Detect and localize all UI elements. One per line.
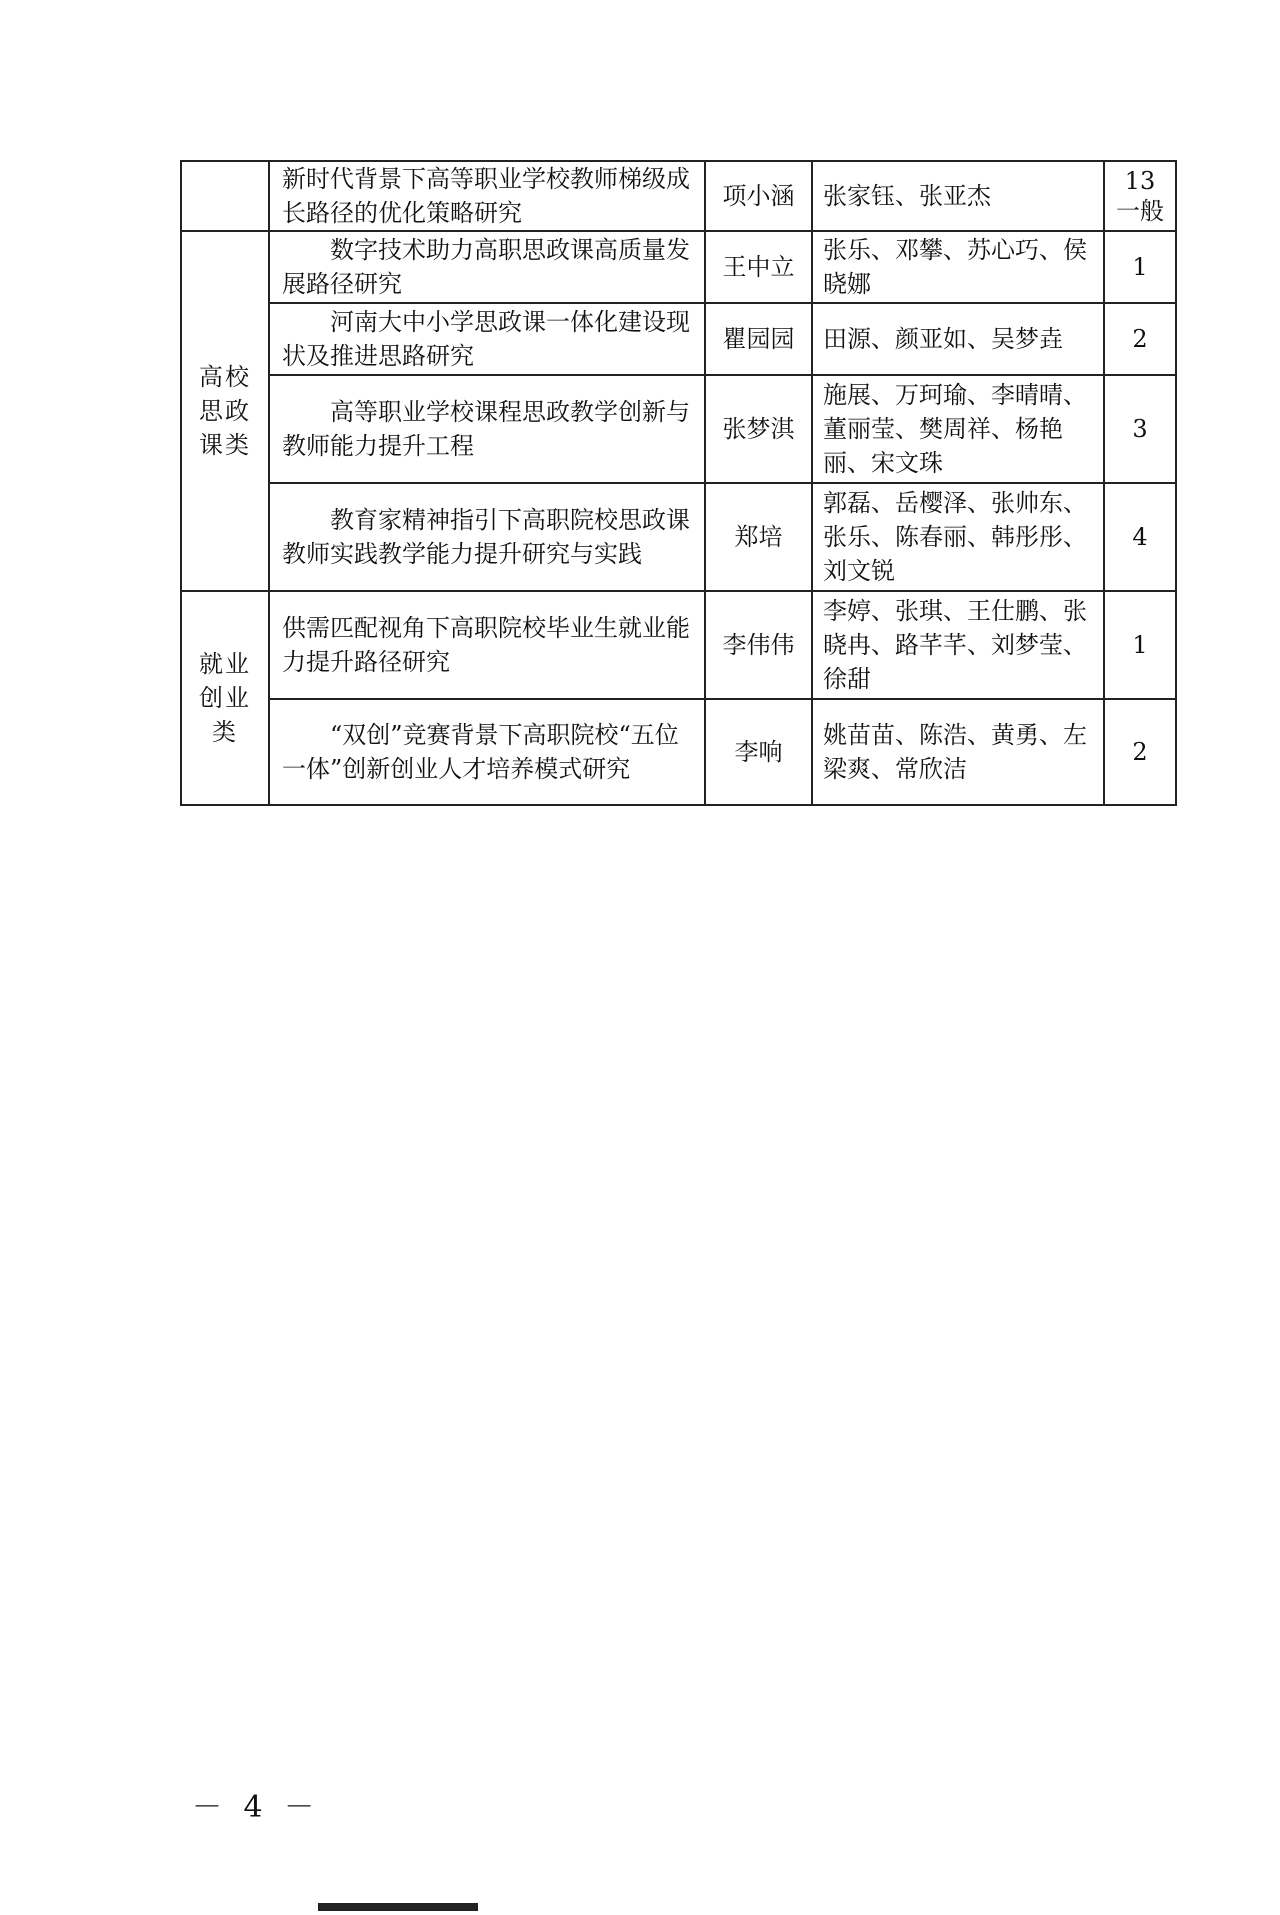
project-members: 张家钰、张亚杰 <box>812 161 1104 231</box>
project-leader: 李响 <box>705 699 812 805</box>
project-number: 2 <box>1104 303 1176 375</box>
project-leader: 郑培 <box>705 483 812 591</box>
table-row <box>181 375 1176 483</box>
project-title: 新时代背景下高等职业学校教师梯级成长路径的优化策略研究 <box>269 161 705 231</box>
project-number: 2 <box>1104 699 1176 805</box>
project-leader: 项小涵 <box>705 161 812 231</box>
project-title: “双创”竞赛背景下高职院校“五位一体”创新创业人才培养模式研究 <box>269 699 705 805</box>
page-number: － 4 － <box>192 1790 321 1825</box>
category-cell <box>181 231 269 591</box>
table-row <box>181 231 1176 303</box>
project-members: 田源、颜亚如、吴梦垚 <box>812 303 1104 375</box>
project-number: 4 <box>1104 483 1176 591</box>
project-leader: 王中立 <box>705 231 812 303</box>
bottom-edge-mark <box>318 1903 478 1911</box>
table-row <box>181 483 1176 591</box>
project-members: 张乐、邓攀、苏心巧、侯晓娜 <box>812 231 1104 303</box>
project-members: 郭磊、岳樱泽、张帅东、张乐、陈春丽、韩彤彤、刘文锐 <box>812 483 1104 591</box>
project-number: 1 <box>1104 231 1176 303</box>
project-members: 姚苗苗、陈浩、黄勇、左梁爽、常欣洁 <box>812 699 1104 805</box>
project-table <box>180 160 1177 806</box>
project-number: 1 <box>1104 591 1176 699</box>
project-title: 数字技术助力高职思政课高质量发展路径研究 <box>269 231 705 303</box>
project-title: 供需匹配视角下高职院校毕业生就业能力提升路径研究 <box>269 591 705 699</box>
project-title: 教育家精神指引下高职院校思政课教师实践教学能力提升研究与实践 <box>269 483 705 591</box>
category-cell <box>181 161 269 231</box>
project-members: 施展、万珂瑜、李晴晴、董丽莹、樊周祥、杨艳丽、宋文珠 <box>812 375 1104 483</box>
project-number: 3 <box>1104 375 1176 483</box>
table-row <box>181 591 1176 699</box>
table-row <box>181 303 1176 375</box>
project-number: 13 一般 <box>1104 161 1176 231</box>
project-leader: 瞿园园 <box>705 303 812 375</box>
project-title: 高等职业学校课程思政教学创新与教师能力提升工程 <box>269 375 705 483</box>
project-title: 河南大中小学思政课一体化建设现状及推进思路研究 <box>269 303 705 375</box>
project-leader: 李伟伟 <box>705 591 812 699</box>
project-leader: 张梦淇 <box>705 375 812 483</box>
project-members: 李婷、张琪、王仕鹏、张晓冉、路芊芊、刘梦莹、徐甜 <box>812 591 1104 699</box>
category-label: 就业创业类 <box>199 650 251 746</box>
category-label: 高校思政课类 <box>199 363 251 459</box>
table-row <box>181 161 1176 231</box>
category-cell <box>181 591 269 805</box>
table-row <box>181 699 1176 805</box>
